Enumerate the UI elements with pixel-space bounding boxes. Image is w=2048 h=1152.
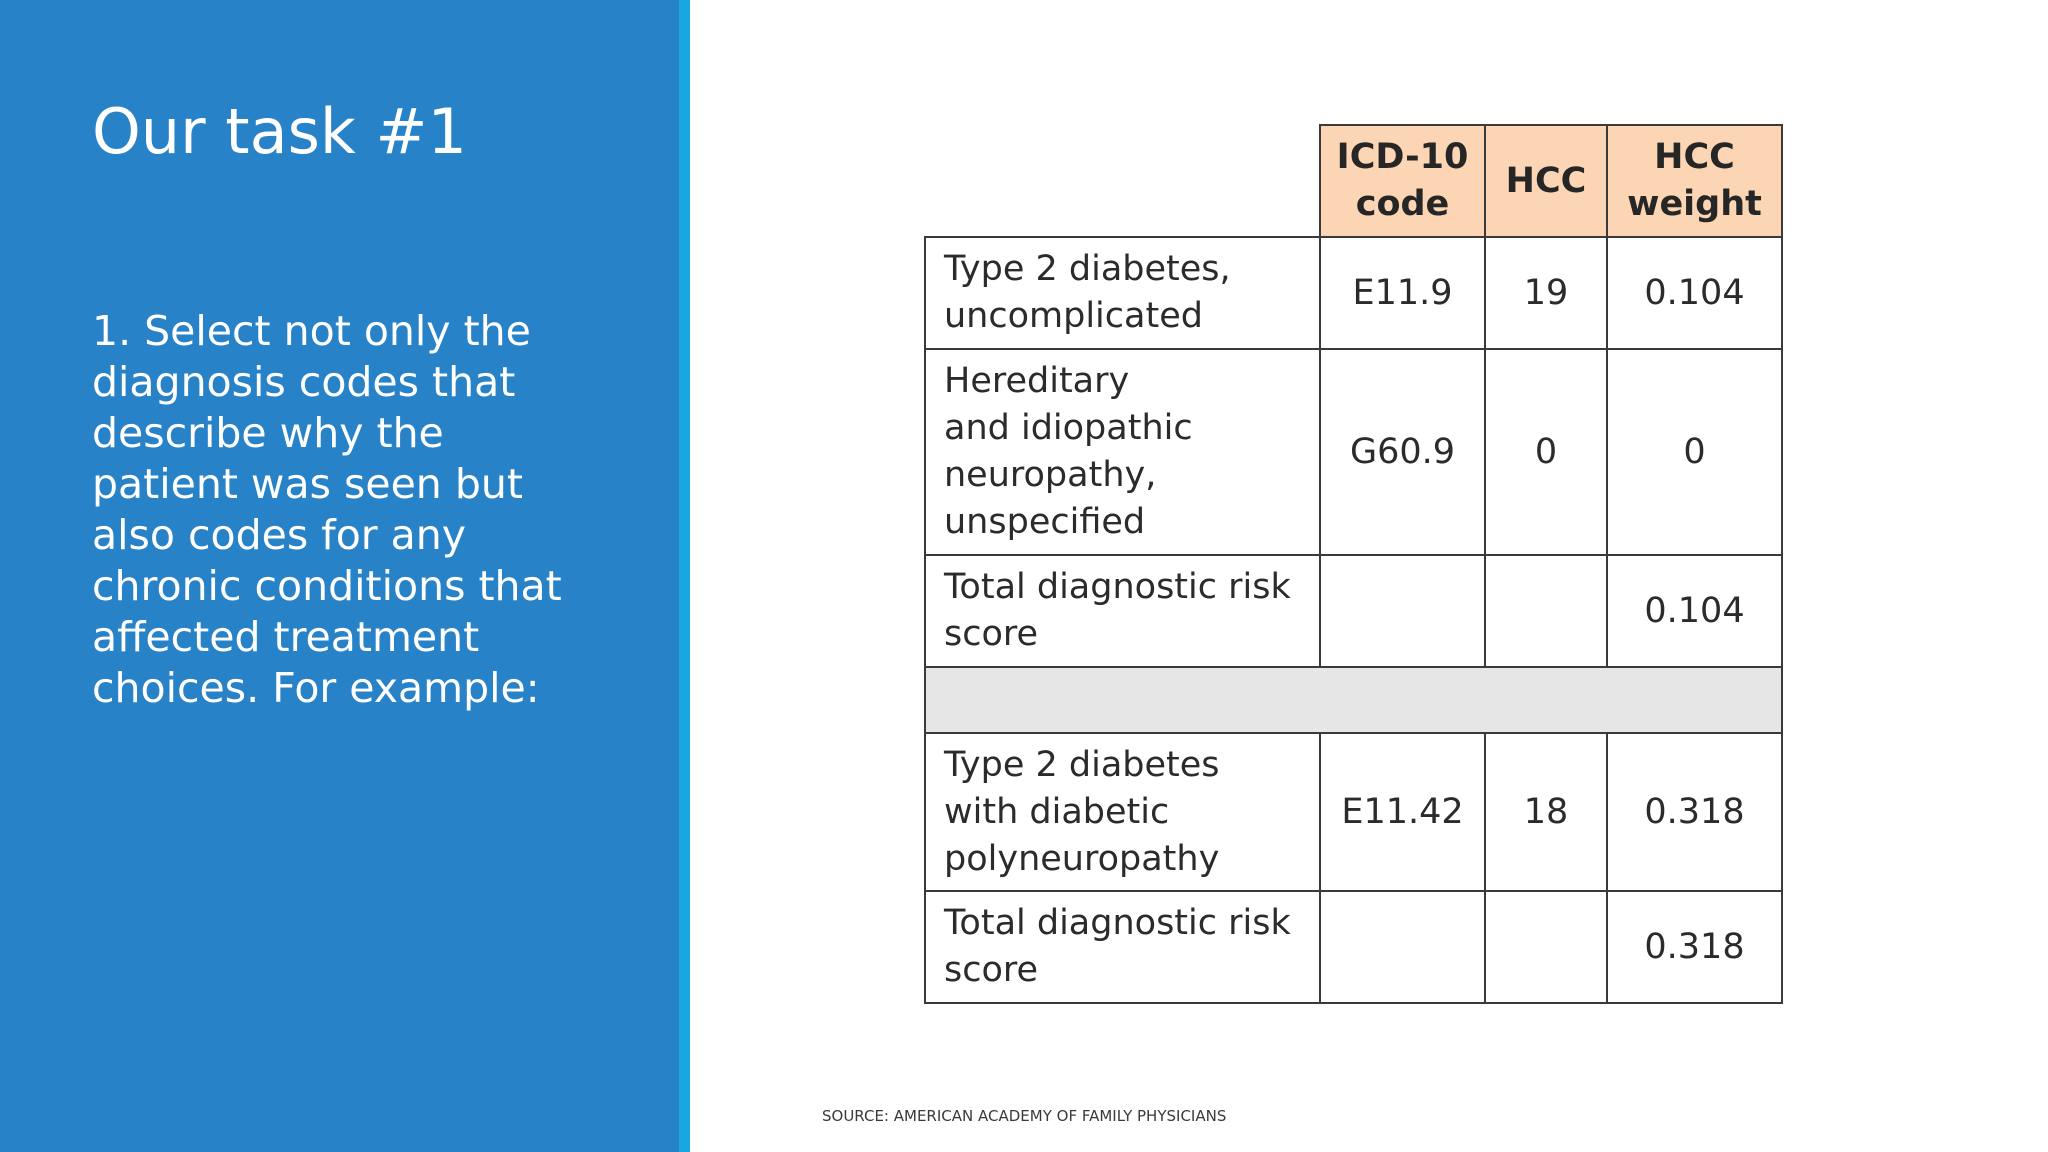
row-icd10-code [1320, 891, 1485, 1003]
row-icd10-code: G60.9 [1320, 349, 1485, 555]
header-icd10-line2: code [1355, 184, 1450, 224]
table-header-row [925, 125, 1782, 237]
source-citation: SOURCE: AMERICAN ACADEMY OF FAMILY PHYSICIANS [822, 1107, 1227, 1125]
slide-body-text: 1. Select not only the diagnosis codes that describe why the patient was seen but also codes for any chronic conditions that affected treatment choices. For example: [92, 307, 562, 712]
header-weight-line1: HCC [1654, 137, 1735, 177]
table-row [925, 237, 1782, 349]
row-description [925, 733, 1320, 891]
desc-line: neuropathy, [944, 455, 1157, 495]
table-row [925, 733, 1782, 891]
row-hcc [1485, 555, 1607, 667]
header-icd10-code [1320, 125, 1485, 237]
row-icd10-code: E11.42 [1320, 733, 1485, 891]
table-row [925, 349, 1782, 555]
accent-stripe [679, 0, 690, 1152]
row-hcc-weight: 0.104 [1607, 555, 1782, 667]
desc-line: Type 2 diabetes, [944, 249, 1231, 289]
row-description [925, 891, 1320, 1003]
hcc-table-container [924, 124, 1781, 1004]
desc-line: polyneuropathy [944, 838, 1220, 879]
desc-line: uncomplicated [944, 296, 1203, 336]
desc-line: with diabetic [944, 791, 1170, 832]
slide-title: Our task #1 [92, 95, 467, 168]
desc-line: and idiopathic [944, 408, 1193, 448]
row-icd10-code [1320, 555, 1485, 667]
header-icd10-line1: ICD-10 [1336, 137, 1469, 177]
desc-line: score [944, 614, 1039, 654]
row-description [925, 349, 1320, 555]
desc-line: Total diagnostic risk [944, 903, 1291, 943]
table-total-row [925, 555, 1782, 667]
table-total-row [925, 891, 1782, 1003]
row-hcc: 0 [1485, 349, 1607, 555]
separator-cell [925, 667, 1782, 733]
row-hcc: 19 [1485, 237, 1607, 349]
row-hcc-weight: 0 [1607, 349, 1782, 555]
row-description [925, 237, 1320, 349]
row-hcc: 18 [1485, 733, 1607, 891]
header-hcc: HCC [1485, 125, 1607, 237]
row-description [925, 555, 1320, 667]
desc-line: score [944, 950, 1039, 990]
row-hcc-weight: 0.104 [1607, 237, 1782, 349]
row-icd10-code: E11.9 [1320, 237, 1485, 349]
desc-line: unspecified [944, 502, 1146, 542]
desc-line: Total diagnostic risk [944, 567, 1291, 607]
row-hcc-weight: 0.318 [1607, 733, 1782, 891]
desc-line: Type 2 diabetes [944, 744, 1220, 785]
header-hcc-weight [1607, 125, 1782, 237]
desc-line: Hereditary [944, 361, 1130, 401]
hcc-table [924, 124, 1783, 1004]
header-weight-line2: weight [1627, 184, 1762, 224]
header-blank-cell [925, 125, 1320, 237]
row-hcc [1485, 891, 1607, 1003]
row-hcc-weight: 0.318 [1607, 891, 1782, 1003]
table-separator-row [925, 667, 1782, 733]
